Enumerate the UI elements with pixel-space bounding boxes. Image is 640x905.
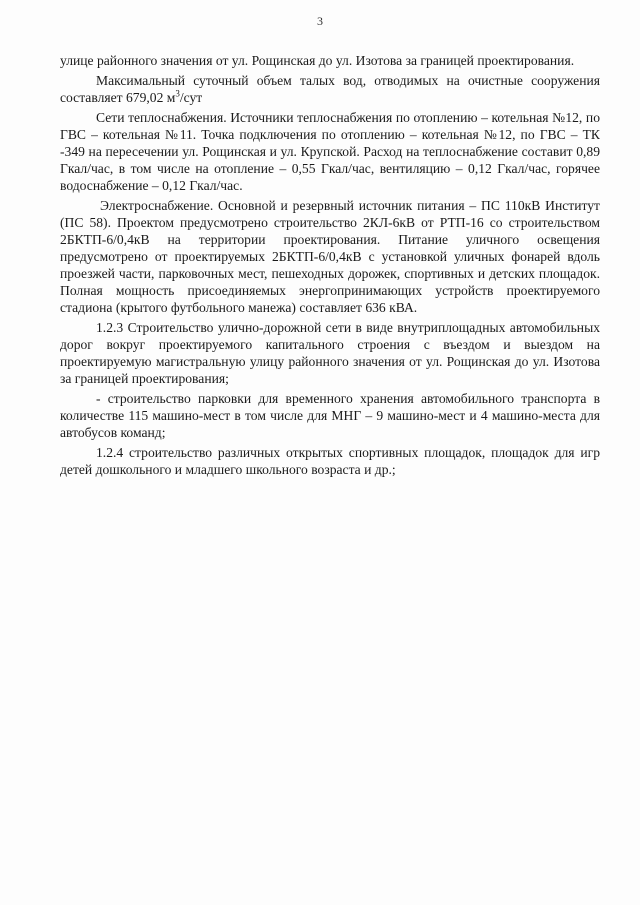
meltwater-unit: /сут	[179, 90, 203, 105]
paragraph-meltwater-volume	[60, 72, 600, 106]
cubic-superscript: 3	[175, 88, 180, 99]
paragraph-street-continuation: улице районного значения от ул. Рощинская до ул. Изотова за границей проектирования.	[60, 53, 575, 68]
paragraph-heat-supply: Сети теплоснабжения. Источники теплоснабжения по отоплению – котельная №12, по ГВС – котельная №11. Точка подключения по отоплению – котельная №12, по ГВС – ТК -349 на пересечении ул. Рощинская и ул. Крупской. Расход на теплоснабжение составит 0,89 Гкал/час, в том числе на отопление – 0,55 Гкал/час, вентиляцию – 0,12 Гкал/час, горячее водоснабжение – 0,12 Гкал/час.	[60, 110, 600, 193]
page-number: 3	[317, 14, 323, 28]
paragraph-road-network: 1.2.3 Строительство улично-дорожной сети в виде внутриплощадных автомобильных дорог вокруг проектируемого капитального строения с въездом и выездом на проектируемую магистральную улицу районного значения от ул. Рощинская до ул. Изотова за границей проектирования;	[60, 320, 600, 386]
paragraph-parking: - строительство парковки для временного хранения автомобильного транспорта в количестве 115 машино-мест в том числе для МНГ – 9 машино-мест и 4 машино-места для автобусов команд;	[60, 391, 600, 440]
document-body	[60, 52, 600, 481]
paragraph-power-supply: Электроснабжение. Основной и резервный источник питания – ПС 110кВ Институт (ПС 58). Проектом предусмотрено строительство 2КЛ-6кВ от РТП-16 со строительством 2БКТП-6/0,4кВ на территории проектирования. Питание уличного освещения предусмотрено от проектируемых 2БКТП-6/0,4кВ с установкой уличных фонарей вдоль проезжей части, парковочных мест, пешеходных дорожек, спортивных и детских площадок. Полная мощность присоединяемых энергопринимающих устройств проектируемого стадиона (крытого футбольного манежа) составляет 636 кВА.	[60, 198, 600, 315]
meltwater-text: Максимальный суточный объем талых вод, отводимых на очистные сооружения составляет 679,02 м	[60, 73, 600, 105]
paragraph-sports-grounds: 1.2.4 строительство различных открытых спортивных площадок, площадок для игр детей дошкольного и младшего школьного возраста и др.;	[60, 445, 600, 477]
